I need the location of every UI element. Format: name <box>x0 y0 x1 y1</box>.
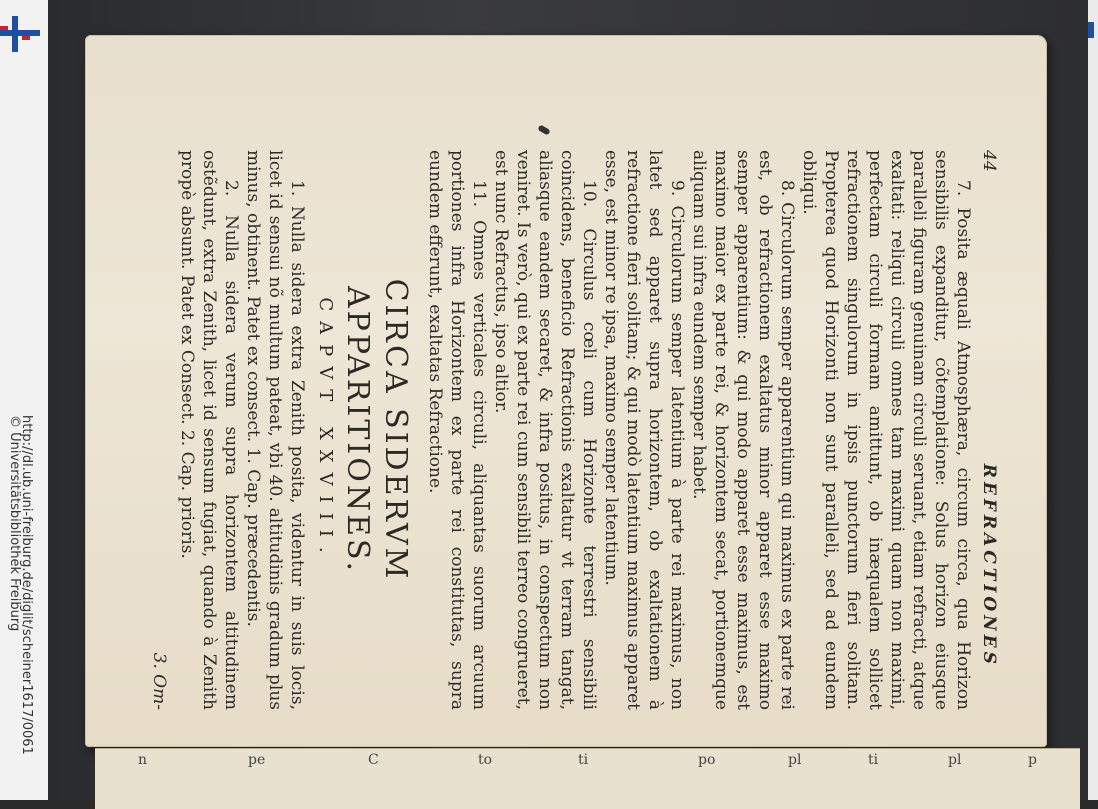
right-edge <box>1088 0 1098 800</box>
glimpse-col: pe <box>248 752 266 768</box>
copyright-line: © Universitätsbibliothek Freiburg <box>7 415 22 632</box>
ub-freiburg-logo-icon <box>0 14 40 54</box>
ink-smudge <box>537 124 550 135</box>
glimpse-col: pl <box>788 752 802 768</box>
glimpse-col: to <box>478 752 493 768</box>
source-credit <box>8 415 32 800</box>
glimpse-col: pl <box>948 752 962 768</box>
page-number: 44 <box>979 150 999 172</box>
glimpse-col: po <box>698 752 716 768</box>
glimpse-col: C <box>368 752 379 768</box>
glimpse-col: p <box>1028 752 1037 768</box>
glimpse-col: ti <box>868 752 879 768</box>
paragraph: 9. Circulorum semper latentium à parte rei maximus, non latet sed apparet supra horizontem, ob exaltationem à refractione fieri solitam; & qui modò latentium maximus apparet esse, est minor re ipsa, maximo semper latentium. <box>601 150 687 710</box>
glimpse-col: n <box>138 752 148 768</box>
viewer-sidebar <box>0 0 48 800</box>
paragraph: 10. Circulus cœli cum Horizonte terrestri sensibili coincidens, beneficio Refractionis exaltatur vt terram tangat, aliasque eandem secaret, & infra positus, in conspectum non veniret. Is verò, qui ex parte rei cum sensibili terreo congrueret, est nunc Refractus, ipso altior. <box>491 150 599 710</box>
paragraph: 8. Circulorum semper apparentium qui maximus ex parte rei est, ob refractionem exaltatus minor apparet esse maximo semper apparentium: & qui modo apparet esse maximus, est maximo maior ex parte rei, & horizontem secat, portionemque aliquam sui infra eundem semper habet. <box>689 150 797 710</box>
chapter-number: CAPVT XXVIII. <box>315 297 336 563</box>
running-head: REFRACTIONES <box>979 463 999 668</box>
chapter-title: CIRCA SIDERVM APPARITIONES. <box>340 278 413 582</box>
catchword: 3. Om- <box>149 652 169 710</box>
page-header <box>978 150 1000 710</box>
page-text <box>149 150 1000 710</box>
paragraph: 11. Omnes verticales circuli, aliquantas suorum arcuum portiones infra Horizontem ex parte rei constitutas, supra eundem efferunt, exaltatas Refractione. <box>425 150 489 710</box>
paragraph: 2. Nulla sidera verum supra horizontem altitudinem ostẽdunt, extra Zenith, licet id sensum fugiat, quando à Zenith propè absunt. Patet ex Consect. 2. Cap. prioris. <box>177 150 241 710</box>
paragraph: 1. Nulla sidera extra Zenith posita, videntur in suis locis, licet id sensui nõ multum pateat, vbi 40. altitudinis gradum plus minus, obtinent. Patet ex consect. 1. Cap. præcedentis. <box>243 150 307 710</box>
glimpse-col: ti <box>578 752 589 768</box>
right-marker <box>1088 22 1094 38</box>
paragraph: 7. Posita æquali Atmosphæra, circum circa, qua Horizon sensibilis expanditur, cõtemplatione: Solus horizon eiusque paralleli figuram genuinam circuli seruant, etiam refracti, atque exaltati: reliqui circuli omnes tam maximi quam non maximi, perfectam circuli formam amittunt, ob inæqualem sollicet refractionem singulorum in ipsis punctorum fieri solitam. Propterea quod Horizonti non sunt paralleli, sed ad eundem obliqui. <box>799 150 973 710</box>
source-url[interactable]: http://dl.ub.uni-freiburg.de/diglit/scheiner1617/0061 <box>19 415 34 755</box>
